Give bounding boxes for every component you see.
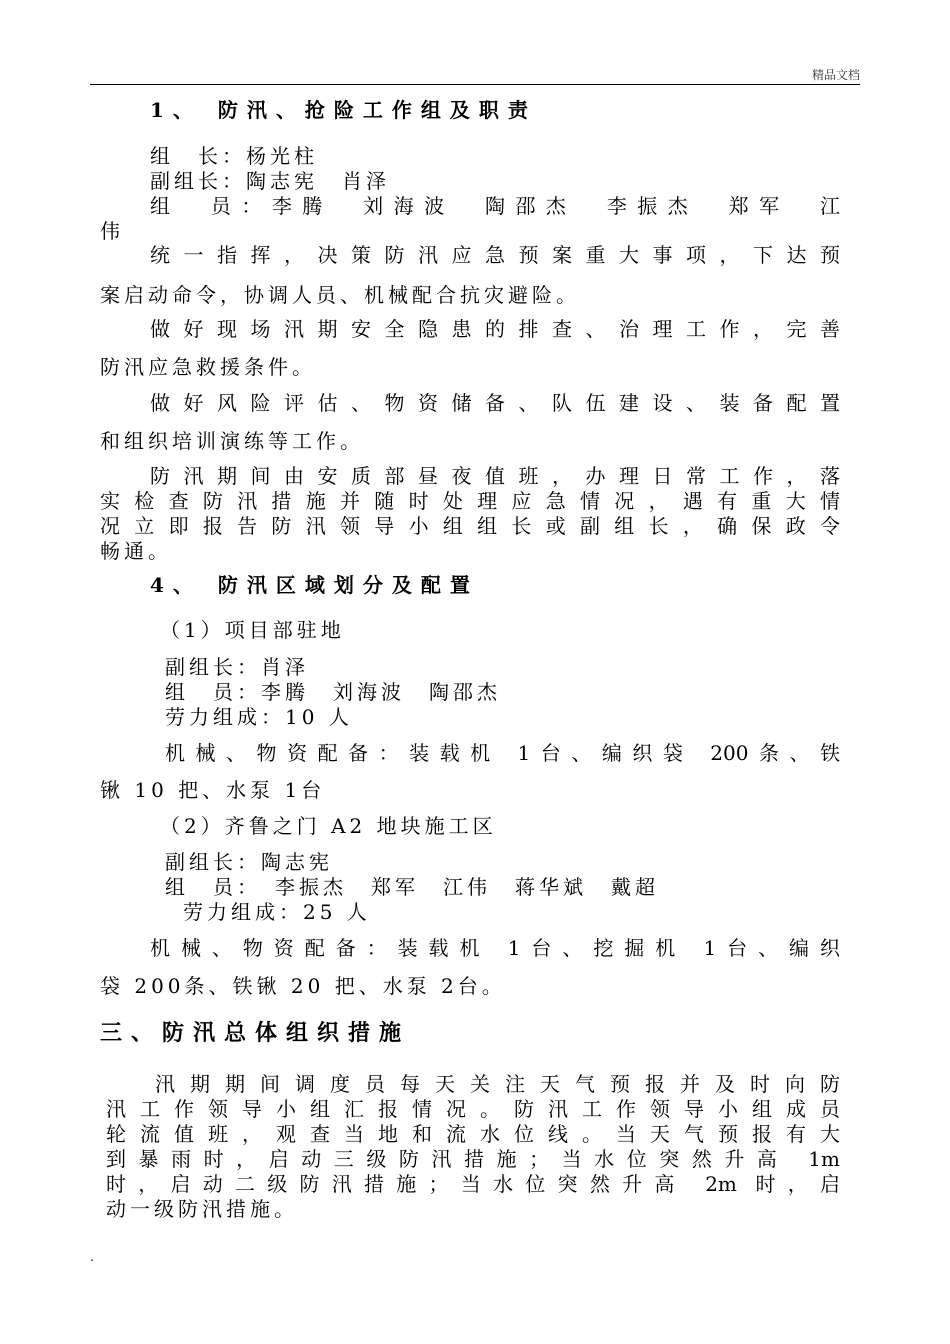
paragraph-measures-line-4: 到暴雨时，启动三级防汛措施；当水位突然升高 1m [106, 1147, 840, 1171]
section-heading-flood-zones: 4、 防汛区域划分及配置 [150, 573, 479, 597]
text-line-zone2-members: 组 员： 李振杰 郑军 江伟 蒋华斌 戴超 [165, 875, 659, 899]
paragraph-measures-line-3: 轮流值班，观查当地和流水位线。当天气预报有大 [106, 1122, 840, 1146]
paragraph-measures-line-2: 汛工作领导小组汇报情况。防汛工作领导小组成员 [106, 1097, 840, 1121]
text-line-zone2-labor: 劳力组成：25 人 [183, 900, 371, 924]
text-line-members: 组 员：李腾 刘海波 陶邵杰 李振杰 郑军 江 [150, 194, 840, 218]
subsection-qilu-gate-a2: （2）齐鲁之门 A2 地块施工区 [160, 814, 497, 838]
footer-mark: . [90, 1250, 94, 1264]
text-line-deputy-leader: 副组长：陶志宪 肖泽 [150, 169, 390, 193]
text-line-group-leader: 组 长：杨光柱 [150, 144, 318, 168]
subsection-project-base: （1）项目部驻地 [160, 618, 345, 642]
paragraph-duty-3-line-2: 和组织培训演练等工作。 [100, 429, 364, 453]
paragraph-duty-4-line-4: 畅通。 [100, 539, 172, 563]
section-heading-overall-measures: 三、防汛总体组织措施 [100, 1020, 411, 1046]
text-line-zone1-deputy: 副组长：肖泽 [165, 655, 309, 679]
text-line-zone2-deputy: 副组长：陶志宪 [165, 850, 333, 874]
text-line-zone1-equipment-cont: 锹 10 把、水泵 1台 [100, 778, 326, 802]
paragraph-duty-4-line-2: 实检查防汛措施并随时处理应急情况，遇有重大情 [100, 489, 840, 513]
text-line-zone1-members: 组 员：李腾 刘海波 陶邵杰 [165, 680, 501, 704]
paragraph-duty-4-line-1: 防汛期间由安质部昼夜值班，办理日常工作，落 [150, 464, 840, 488]
text-line-zone2-equipment-cont: 袋 200条、铁锹 20 把、水泵 2台。 [100, 974, 506, 998]
page-header-label: 精品文档 [811, 68, 860, 82]
section-heading-flood-rescue-group: 1、 防汛、抢险工作组及职责 [150, 98, 537, 122]
paragraph-measures-line-1: 汛期期间调度员每天关注天气预报并及时向防 [155, 1072, 840, 1096]
text-line-zone2-equipment: 机械、物资配备：装载机 1台、挖掘机 1台、编织 [150, 936, 840, 960]
paragraph-measures-line-5: 时，启动二级防汛措施；当水位突然升高 2m 时，启 [106, 1172, 840, 1196]
paragraph-duty-4-line-3: 况立即报告防汛领导小组组长或副组长，确保政令 [100, 514, 840, 538]
paragraph-duty-1-line-1: 统一指挥，决策防汛应急预案重大事项，下达预 [150, 243, 840, 267]
paragraph-duty-1-line-2: 案启动命令，协调人员、机械配合抗灾避险。 [100, 283, 580, 307]
paragraph-duty-3-line-1: 做好风险评估、物资储备、队伍建设、装备配置 [150, 391, 840, 415]
header-divider [90, 84, 860, 85]
paragraph-duty-2-line-1: 做好现场汛期安全隐患的排查、治理工作，完善 [150, 317, 840, 341]
text-line-zone1-labor: 劳力组成：10 人 [165, 705, 353, 729]
text-line-members-cont: 伟 [100, 219, 124, 243]
paragraph-duty-2-line-2: 防汛应急救援条件。 [100, 355, 316, 379]
text-line-zone1-equipment: 机械、物资配备：装载机 1台、编织袋 200条、铁 [165, 741, 840, 765]
paragraph-measures-line-6: 动一级防汛措施。 [106, 1197, 298, 1221]
